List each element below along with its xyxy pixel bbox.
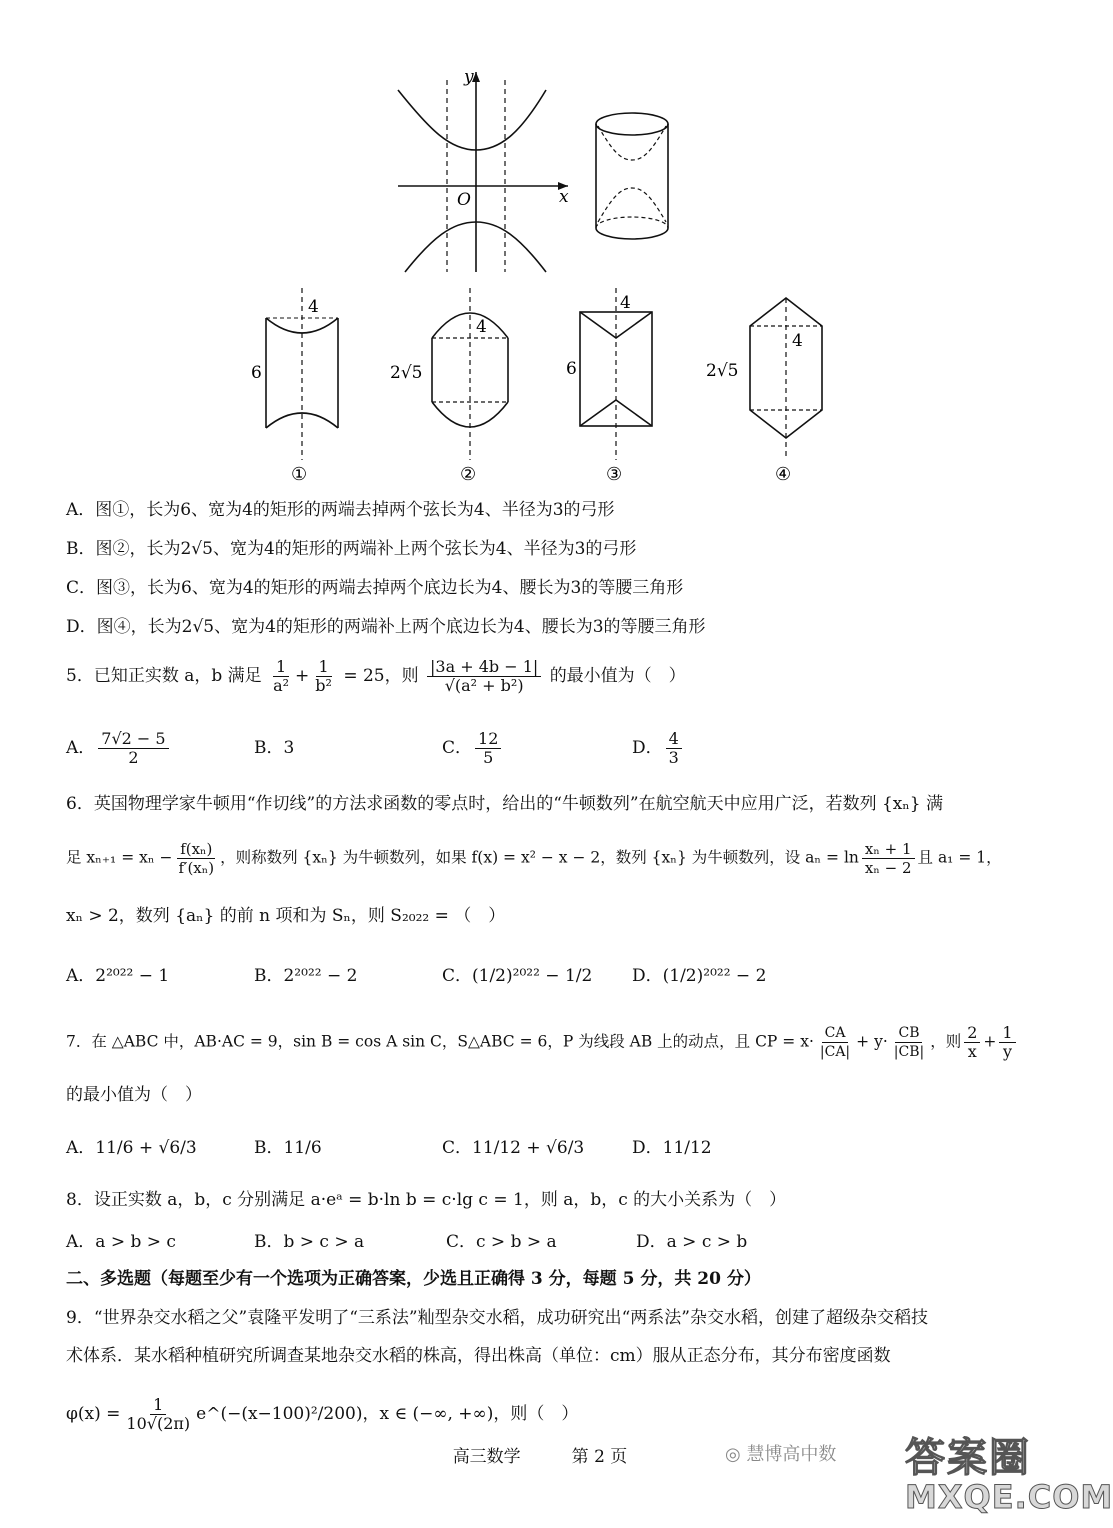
fig4-width-label: 4: [792, 331, 803, 351]
q6-line3: xₙ > 2，数列 {aₙ} 的前 n 项和为 Sₙ，则 S₂₀₂₂ = （ ）: [66, 906, 506, 926]
q6-option-a: A．2²⁰²² − 1: [66, 966, 170, 986]
watermark-logo-top: 答案圈: [905, 1435, 1031, 1481]
q7-option-b: B．11/6: [254, 1138, 322, 1158]
q5-stem-b: = 25，则: [343, 666, 419, 686]
fig1-label: ①: [291, 464, 308, 485]
fig1-height-label: 6: [251, 363, 262, 383]
section-figure-1: [266, 288, 338, 460]
q8-option-c: C．c > b > a: [446, 1232, 557, 1252]
q7-line2: 的最小值为（ ）: [66, 1085, 202, 1105]
q8-stem: 8．设正实数 a，b，c 分别满足 a·eᵃ = b·ln b = c·lg c = 1，则 a，b，c 的大小关系为（ ）: [66, 1190, 787, 1210]
hyperbola-upper-branch: [398, 90, 546, 150]
fig1-width-label: 4: [308, 297, 319, 317]
q4-option-d: D．图④，长为2√5、宽为4的矩形的两端补上两个底边长为4、腰长为3的等腰三角形: [66, 617, 706, 637]
section-heading: 二、多选题（每题至少有一个选项为正确答案，少选且正确得 3 分，每题 5 分，共 20 分）: [66, 1269, 761, 1289]
q5-option-c: C． $\frac{12}{5}$: [442, 730, 504, 767]
q5-frac1: $\frac{1}{\text{a²}}$: [273, 657, 290, 695]
page-footer: 高三数学 第 2 页: [452, 1447, 628, 1467]
q6-option-d: D．(1/2)²⁰²² − 2: [632, 966, 767, 986]
watermark-logo-bottom: MXQE.COM: [905, 1478, 1113, 1516]
fig2-label: ②: [460, 464, 477, 485]
watermark-account: ◎ 慧博高中数: [725, 1444, 837, 1465]
q4-option-a: A．图①，长为6、宽为4的矩形的两端去掉两个弦长为4、半径为3的弓形: [66, 500, 615, 520]
fig2-width-label: 4: [476, 317, 487, 337]
x-axis-label: x: [559, 187, 569, 207]
q4-option-b: B．图②，长为2√5、宽为4的矩形的两端补上两个弦长为4、半径为3的弓形: [66, 539, 637, 559]
q5-option-a: A． $\frac{7√2 - 5}{2}$: [66, 730, 172, 767]
q5-option-b: B．3: [254, 738, 295, 758]
q5-stem-a: 5．已知正实数 a，b 满足: [66, 666, 262, 686]
section-figure-4: [750, 298, 822, 460]
q5-frac2: $\frac{1}{\text{b²}}$: [315, 657, 332, 695]
q8-option-b: B．b > c > a: [254, 1232, 365, 1252]
origin-label: O: [457, 190, 471, 210]
fig2-height-label: 2√5: [390, 363, 423, 383]
q5-stem-c: 的最小值为（ ）: [549, 666, 686, 686]
wechat-icon: ◎: [725, 1444, 747, 1465]
q8-option-d: D．a > c > b: [636, 1232, 748, 1252]
section-figure-3: [580, 288, 652, 460]
fig3-width-label: 4: [620, 293, 631, 313]
q6-line1: 6．英国物理学家牛顿用“作切线”的方法求函数的零点时，给出的“牛顿数列”在航空航天中应用广泛，若数列 {xₙ} 满: [66, 794, 943, 814]
fig3-height-label: 6: [566, 359, 577, 379]
q5-option-d: D． $\frac{4}{3}$: [632, 730, 685, 767]
q6-option-b: B．2²⁰²² − 2: [254, 966, 358, 986]
q7-option-c: C．11/12 + √6/3: [442, 1138, 585, 1158]
hyperbola-graph: [398, 72, 568, 272]
q9-line2: 术体系．某水稻种植研究所调查某地杂交水稻的株高，得出株高（单位：cm）服从正态分布，其分布密度函数: [66, 1346, 891, 1366]
q9-line1: 9．“世界杂交水稻之父”袁隆平发明了“三系法”籼型杂交水稻，成功研究出“两系法”杂交水稻，创建了超级杂交稻技: [66, 1308, 928, 1328]
q9-line3: φ(x) = $\frac{1}{10√(2\pi)}$ e^(−(x−100)²/200)，x ∈ (−∞, +∞)，则（ ）: [66, 1395, 579, 1433]
section-figure-2: [432, 288, 508, 460]
q7-option-a: A．11/6 + √6/3: [66, 1138, 197, 1158]
q4-option-c: C．图③，长为6、宽为4的矩形的两端去掉两个底边长为4、腰长为3的等腰三角形: [66, 578, 684, 598]
cylinder-figure: [596, 113, 668, 239]
figure-area: [0, 0, 1080, 500]
fig3-label: ③: [606, 464, 623, 485]
q7-line1: 7．在 △ABC 中，AB·AC = 9，sin B = cos A sin C，S△ABC = 6，P 为线段 AB 上的动点，且 CP = x· $\frac{CA}{|CA|}$ + y· $\frac{CB}{|CB|}$ ，则 $\frac{2}{x}$ + $\frac{1}{y}$: [66, 1024, 1019, 1061]
fig4-height-label: 2√5: [706, 361, 739, 381]
q7-option-d: D．11/12: [632, 1138, 712, 1158]
q5-frac3: $\frac{|3a + 4b - 1|}{\text{√(a² + b²)}}$: [427, 658, 541, 695]
q6-line2: 足 xₙ₊₁ = xₙ − $\frac{\text{f(xₙ)}}{\text{f′(xₙ)}}$ ，则称数列 {xₙ} 为牛顿数列，如果 f(x) = x² − x − 2，数列 {xₙ} 为牛顿数列，设 aₙ = ln $\frac{\text{xₙ + 1}}{\text{xₙ − 2}}$ 且 a₁ = 1，: [66, 840, 1002, 877]
q8-option-a: A．a > b > c: [66, 1232, 176, 1252]
fig4-label: ④: [775, 464, 792, 485]
q5-stem: 5．已知正实数 a，b 满足 $\frac{1}{\text{a²}}$ + $\frac{1}{\text{b²}}$ = 25，则 $\frac{|3a + 4b - 1|}{\text{√(a² + b²)}}$ 的最小值为（ ）: [66, 657, 686, 695]
y-axis-label: y: [464, 67, 474, 87]
q6-option-c: C．(1/2)²⁰²² − 1/2: [442, 966, 593, 986]
